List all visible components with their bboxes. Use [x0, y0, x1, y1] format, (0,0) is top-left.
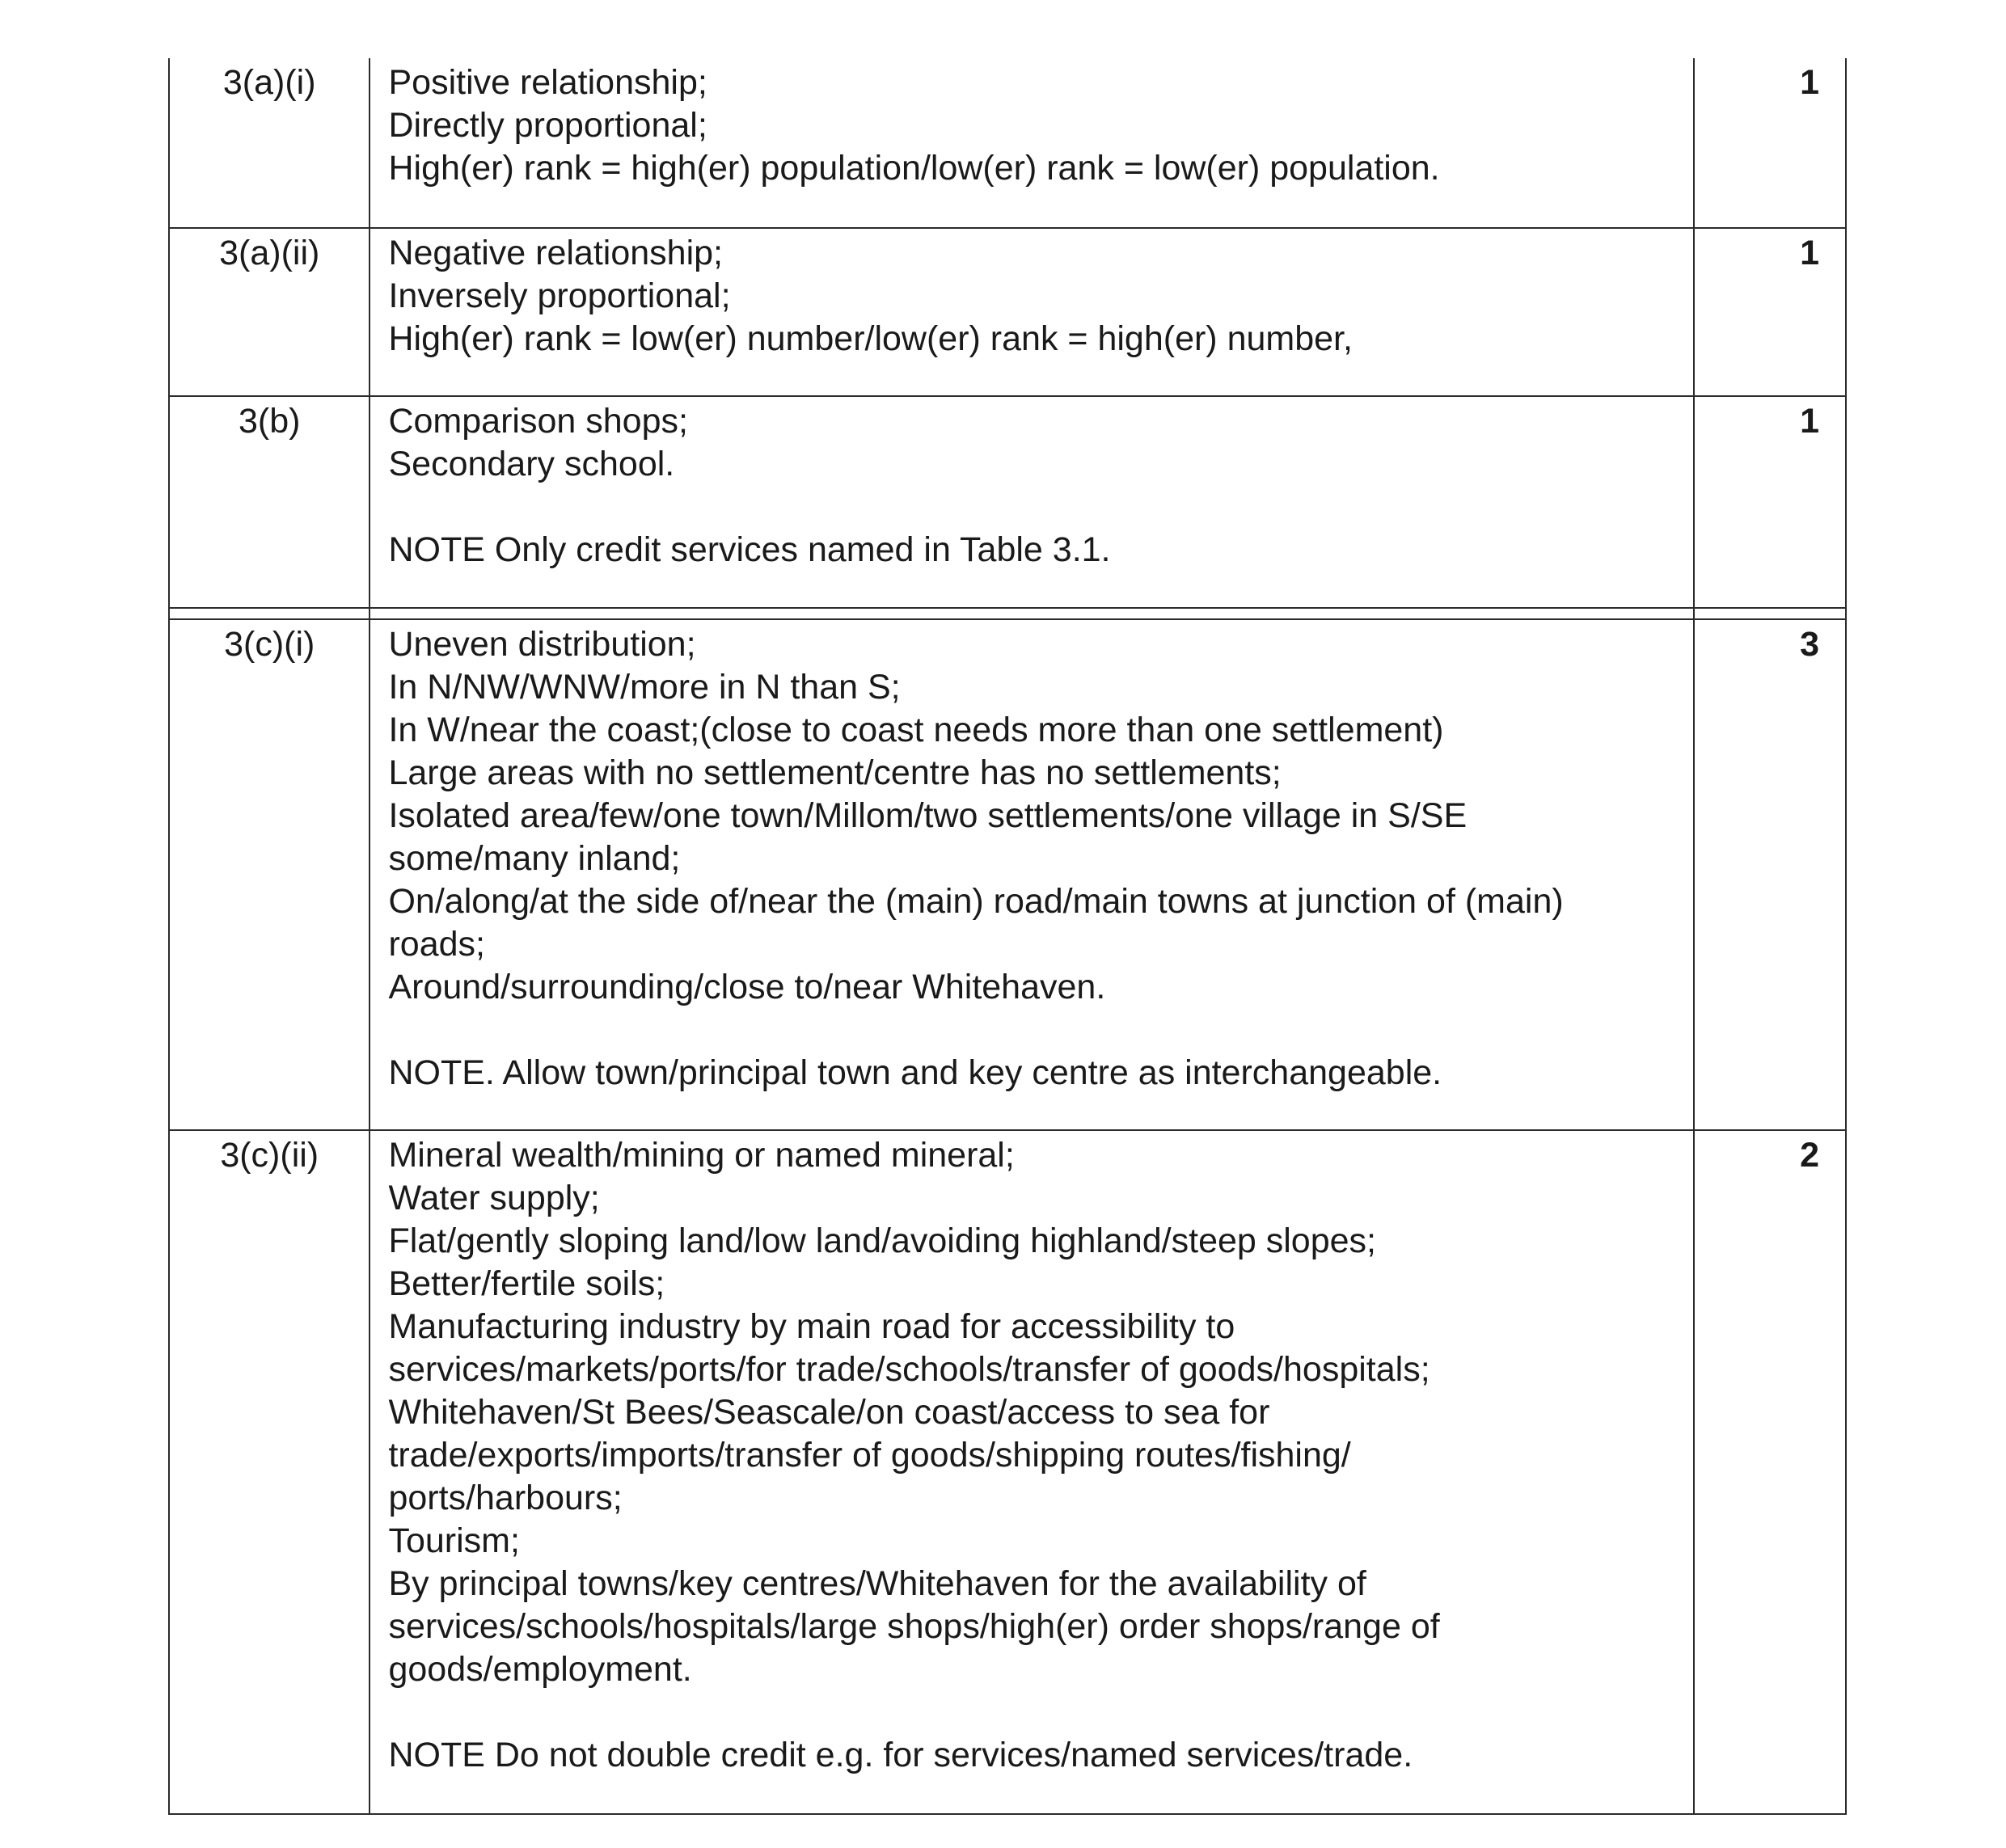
answer-line: goods/employment. — [388, 1650, 692, 1689]
table-row — [169, 1130, 1846, 1814]
answer-note: NOTE Do not double credit e.g. for services/named services/trade. — [388, 1736, 1413, 1774]
marks-value: 3 — [1694, 619, 1846, 1130]
answer-line: Water supply; — [388, 1179, 600, 1217]
answer-line: High(er) rank = high(er) population/low(er) rank = low(er) population. — [388, 149, 1440, 188]
answer-line: In N/NW/WNW/more in N than S; — [388, 668, 901, 707]
answer-line: Whitehaven/St Bees/Seascale/on coast/access to sea for — [388, 1393, 1270, 1432]
answer-line: Around/surrounding/close to/near Whitehaven. — [388, 968, 1106, 1006]
row-separator — [169, 608, 1846, 619]
answer-line: Inversely proportional; — [388, 276, 731, 315]
answer-line: Positive relationship; — [388, 63, 707, 102]
answer-line: trade/exports/imports/transfer of goods/shipping routes/fishing/ — [388, 1436, 1351, 1475]
table-row — [169, 619, 1846, 1130]
answer-line: Comparison shops; — [388, 402, 688, 441]
answer-note: NOTE Only credit services named in Table 3.1. — [388, 530, 1111, 569]
marks-value: 1 — [1694, 58, 1846, 228]
answer-line: services/schools/hospitals/large shops/high(er) order shops/range of — [388, 1607, 1440, 1646]
answer-line: services/markets/ports/for trade/schools/transfer of goods/hospitals; — [388, 1350, 1430, 1389]
separator-cell — [370, 608, 1693, 619]
table-row — [169, 396, 1846, 608]
answer-line: Tourism; — [388, 1521, 520, 1560]
answer-line: Secondary school. — [388, 445, 675, 483]
separator-cell — [1694, 608, 1846, 619]
answer-line: Large areas with no settlement/centre has no settlements; — [388, 753, 1282, 792]
question-number: 3(c)(ii) — [169, 1130, 370, 1814]
marks-value: 2 — [1694, 1130, 1846, 1814]
spacer — [388, 486, 1676, 529]
spacer — [388, 1009, 1676, 1052]
answer-cell — [370, 58, 1693, 228]
answer-line: Isolated area/few/one town/Millom/two settlements/one village in S/SE — [388, 796, 1468, 835]
answer-line: some/many inland; — [388, 839, 681, 878]
question-number: 3(a)(ii) — [169, 228, 370, 396]
table-row — [169, 228, 1846, 396]
answer-cell — [370, 1130, 1693, 1814]
spacer — [388, 1691, 1676, 1734]
answer-line: ports/harbours; — [388, 1479, 623, 1517]
marks-value: 1 — [1694, 396, 1846, 608]
mark-scheme-table — [168, 58, 1847, 1815]
answer-line: Flat/gently sloping land/low land/avoiding highland/steep slopes; — [388, 1221, 1377, 1260]
separator-cell — [169, 608, 370, 619]
answer-line: Better/fertile soils; — [388, 1264, 665, 1303]
answer-line: roads; — [388, 925, 485, 964]
answer-cell — [370, 228, 1693, 396]
answer-line: In W/near the coast;(close to coast needs more than one settlement) — [388, 711, 1444, 749]
question-number: 3(c)(i) — [169, 619, 370, 1130]
answer-line: Negative relationship; — [388, 234, 723, 272]
answer-cell — [370, 396, 1693, 608]
answer-line: High(er) rank = low(er) number/low(er) rank = high(er) number, — [388, 319, 1353, 358]
answer-line: Mineral wealth/mining or named mineral; — [388, 1136, 1015, 1175]
table-row — [169, 58, 1846, 228]
marks-value: 1 — [1694, 228, 1846, 396]
answer-line: Uneven distribution; — [388, 625, 696, 664]
question-number: 3(b) — [169, 396, 370, 608]
question-number: 3(a)(i) — [169, 58, 370, 228]
answer-line: By principal towns/key centres/Whitehaven for the availability of — [388, 1564, 1366, 1603]
answer-line: Directly proportional; — [388, 106, 707, 145]
answer-note: NOTE. Allow town/principal town and key centre as interchangeable. — [388, 1053, 1442, 1092]
answer-line: On/along/at the side of/near the (main) road/main towns at junction of (main) — [388, 882, 1564, 921]
answer-line: Manufacturing industry by main road for accessibility to — [388, 1307, 1235, 1346]
answer-cell — [370, 619, 1693, 1130]
